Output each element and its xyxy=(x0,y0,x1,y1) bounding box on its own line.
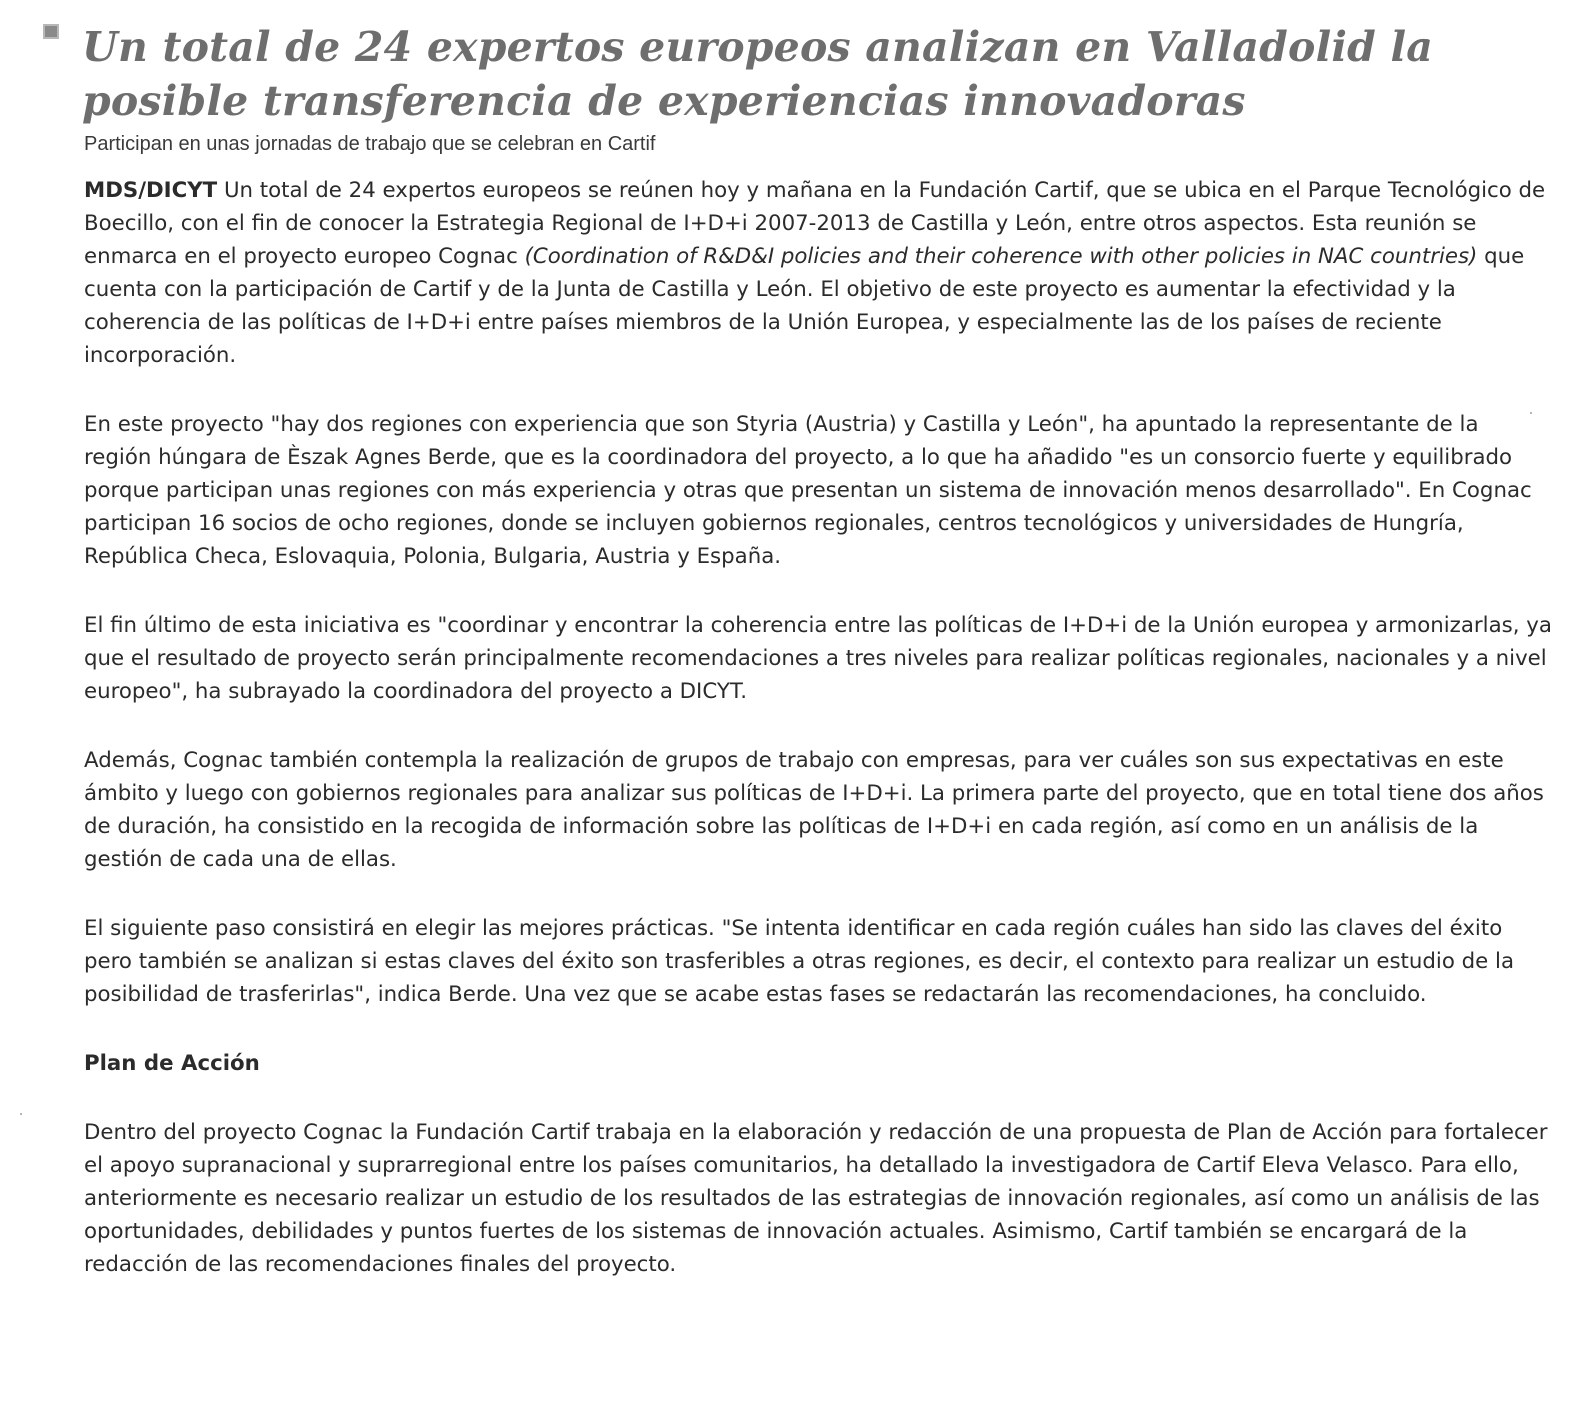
article-paragraph: El siguiente paso consistirá en elegir las mejores prácticas. "Se intenta identificar en cada región cuáles han sido las claves del éxito pero también se analizan si estas claves del éxito son trasferibles a otras regiones, es decir, el contexto para realizar un estudio de la posibilidad de trasferirlas", indica Berde. Una vez que se acabe estas fases se redactarán las recomendaciones, ha concluido. xyxy=(84,916,1514,1007)
article-paragraph xyxy=(84,174,1552,372)
article-paragraph: Dentro del proyecto Cognac la Fundación Cartif trabaja en la elaboración y redacción de una propuesta de Plan de Acción para fortalecer el apoyo supranacional y suprarregional entre los países comunitarios, ha detallado la investigadora de Cartif Eleva Velasco. Para ello, anteriormente es necesario realizar un estudio de los resultados de las estrategias de innovación regionales, así como un análisis de las oportunidades, debilidades y puntos fuertes de los sistemas de innovación actuales. Asimismo, Cartif también se encargará de la redacción de las recomendaciones finales del proyecto. xyxy=(84,1120,1548,1277)
scan-speck xyxy=(1530,412,1532,414)
section-heading: Plan de Acción xyxy=(84,1051,260,1076)
paragraph-text: Un total de 24 expertos europeos se reúnen hoy y mañana en la Fundación Cartif, que se ubica en el Parque Tecnológico de Boecillo, con el fin de conocer la Estrategia Regional de I+D+i 2007-2013 de Castilla y León, entre otros aspectos. Esta reunión se enmarca en el proyecto europeo Cognac xyxy=(84,178,1546,269)
article-headline: Un total de 24 expertos europeos analizan en Valladolid la posible transferencia de experiencias innovadoras xyxy=(82,23,1434,125)
scan-speck xyxy=(20,1113,22,1115)
news-source: MDS/DICYT xyxy=(84,178,218,203)
project-full-title: (Coordination of R&D&I policies and their coherence with other policies in NAC countries) xyxy=(524,244,1478,269)
article-paragraph: Además, Cognac también contempla la realización de grupos de trabajo con empresas, para ver cuáles son sus expectativas en este ámbito y luego con gobiernos regionales para analizar sus políticas de I+D+i. La primera parte del proyecto, que en total tiene dos años de duración, ha consistido en la recogida de información sobre las políticas de I+D+i en cada región, así como en un análisis de la gestión de cada una de ellas. xyxy=(84,748,1544,872)
article-paragraph: El fin último de esta iniciativa es "coordinar y encontrar la coherencia entre las políticas de I+D+i de la Unión europea y armonizarlas, ya que el resultado de proyecto serán principalmente recomendaciones a tres niveles para realizar políticas regionales, nacionales y a nivel europeo", ha subrayado la coordinadora del proyecto a DICYT. xyxy=(84,613,1552,704)
article-paragraph: En este proyecto "hay dos regiones con experiencia que son Styria (Austria) y Castilla y León", ha apuntado la representante de la región húngara de Èszak Agnes Berde, que es la coordinadora del proyecto, a lo que ha añadido "es un consorcio fuerte y equilibrado porque participan unas regiones con más experiencia y otras que presentan un sistema de innovación menos desarrollado". En Cognac participan 16 socios de ocho regiones, donde se incluyen gobiernos regionales, centros tecnológicos y universidades de Hungría, República Checa, Eslovaquia, Polonia, Bulgaria, Austria y España. xyxy=(84,412,1532,569)
article-subtitle: Participan en unas jornadas de trabajo que se celebran en Cartif xyxy=(84,133,656,155)
paragraph-text: que cuenta con la participación de Cartif y de la Junta de Castilla y León. El objetivo de este proyecto es aumentar la efectividad y la coherencia de las políticas de I+D+i entre países miembros de la Unión Europea, y especialmente las de los países de reciente incorporación. xyxy=(84,244,1525,368)
article-body xyxy=(84,174,1552,1317)
headline-bullet-icon xyxy=(43,24,59,39)
